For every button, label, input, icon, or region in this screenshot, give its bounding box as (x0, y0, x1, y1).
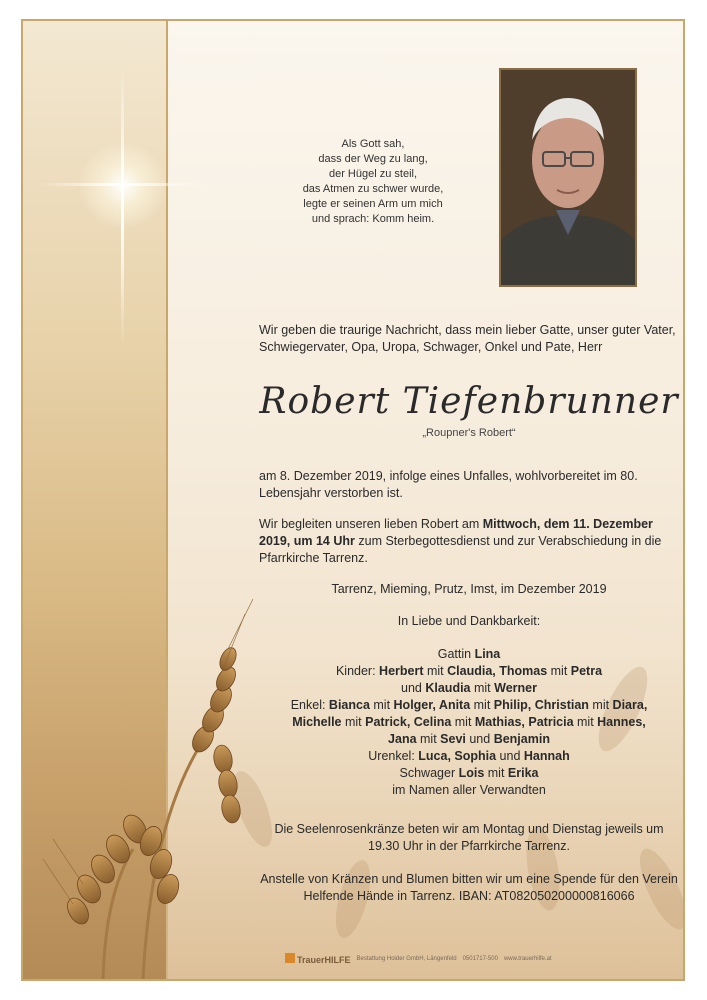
name: Claudia, Thomas (447, 664, 548, 678)
family-line-grandchildren (259, 697, 679, 714)
label: Urenkel: (368, 749, 419, 763)
name: Lois (458, 766, 485, 780)
deceased-nickname: „Roupner's Robert“ (422, 427, 516, 439)
name: Philip, Christian (493, 698, 589, 712)
label: Schwager (399, 766, 459, 780)
connector: mit (588, 698, 613, 712)
logo-mark-icon (285, 953, 295, 963)
footer-company: Bestattung Hoider GmbH, Längenfeld (356, 956, 457, 962)
name: Klaudia (425, 681, 471, 695)
intro-text: Wir geben die traurige Nachricht, dass mein lieber Gatte, unser guter Vater, Schwiegervater, Opa, Uropa, Schwager, Onkel und Pate, Herr (259, 323, 676, 354)
connector: und (496, 749, 524, 763)
footer-phone: 0501717-500 (462, 956, 498, 962)
connector: mit (416, 732, 441, 746)
family-line-great-grandchildren (259, 748, 679, 765)
name: Bianca (328, 698, 370, 712)
name: Jana (388, 732, 417, 746)
place-date: Tarrenz, Mieming, Prutz, Imst, im Dezember 2019 (331, 582, 607, 596)
family-line-brother-in-law (259, 765, 679, 782)
poem-line: der Hügel zu steil, (328, 168, 418, 180)
deceased-name: Robert Tiefenbrunner (259, 381, 679, 422)
name: Diara, (612, 698, 648, 712)
connector: mit (573, 715, 598, 729)
name: Luca, Sophia (418, 749, 497, 763)
connector: mit (369, 698, 394, 712)
label: Enkel: (290, 698, 329, 712)
service-text-2: zum Sterbegottesdienst und zur Verabschiedung in die Pfarrkirche Tarrenz. (259, 534, 662, 565)
death-notice: am 8. Dezember 2019, infolge eines Unfalles, wohlvorbereitet im 80. Lebensjahr verstorben ist. (259, 469, 638, 500)
name: Patrick, Celina (365, 715, 452, 729)
donation-notice: Anstelle von Kränzen und Blumen bitten wir um eine Spende für den Verein Helfende Hände in Tarrenz. IBAN: AT082050200000816066 (260, 872, 678, 903)
name: Petra (570, 664, 603, 678)
family-line-spouse (259, 646, 679, 663)
poem-line: legte er seinen Arm um mich (303, 198, 443, 210)
light-cross-beam (38, 183, 208, 186)
name: Michelle (292, 715, 342, 729)
label: Gattin (437, 647, 475, 661)
family-list (259, 646, 679, 799)
family-line-children (259, 663, 679, 680)
service-text-1: Wir begleiten unseren lieben Robert am (259, 517, 483, 531)
poem-line: und sprach: Komm heim. (311, 213, 435, 225)
portrait-image (501, 70, 635, 285)
name: Hannah (523, 749, 570, 763)
connector: mit (451, 715, 475, 729)
name: Erika (507, 766, 539, 780)
rosary-notice: Die Seelenrosenkränze beten wir am Montag und Dienstag jeweils um 19.30 Uhr in der Pfarrkirche Tarrenz. (274, 822, 664, 853)
poem (273, 137, 473, 227)
logo-text: TrauerHILFE (297, 955, 351, 965)
connector: und (465, 732, 494, 746)
connector: mit (341, 715, 366, 729)
trauerhilfe-logo (285, 953, 351, 965)
family-line-children-2 (259, 680, 679, 697)
family-line-relatives: im Namen aller Verwandten (392, 783, 546, 797)
name: Holger, Anita (393, 698, 471, 712)
name: Sevi (440, 732, 466, 746)
footer (285, 951, 615, 967)
connector: mit (484, 766, 508, 780)
connector: mit (470, 698, 494, 712)
name: Herbert (379, 664, 424, 678)
name: Hannes, (597, 715, 646, 729)
service-datetime: Mittwoch, dem 11. Dezember 2019, um 14 Uhr (259, 517, 653, 548)
name: Lina (474, 647, 501, 661)
poem-line: Als Gott sah, (341, 138, 405, 150)
light-cross-icon (121, 66, 124, 346)
poem-line: das Atmen zu schwer wurde, (302, 183, 444, 195)
family-line-grandchildren-2 (259, 714, 679, 731)
service-info (259, 516, 679, 567)
name: Werner (494, 681, 537, 695)
footer-web: www.trauerhilfe.at (503, 956, 552, 962)
connector: und (401, 681, 426, 695)
label: Kinder: (335, 664, 380, 678)
family-line-grandchildren-3 (259, 731, 679, 748)
name: Benjamin (493, 732, 550, 746)
connector: mit (547, 664, 571, 678)
portrait-photo (499, 68, 637, 287)
poem-line: dass der Weg zu lang, (318, 153, 428, 165)
connector: mit (470, 681, 495, 695)
name: Mathias, Patricia (474, 715, 574, 729)
connector: mit (423, 664, 448, 678)
farewell-line: In Liebe und Dankbarkeit: (397, 614, 541, 628)
obituary-card (21, 19, 685, 981)
